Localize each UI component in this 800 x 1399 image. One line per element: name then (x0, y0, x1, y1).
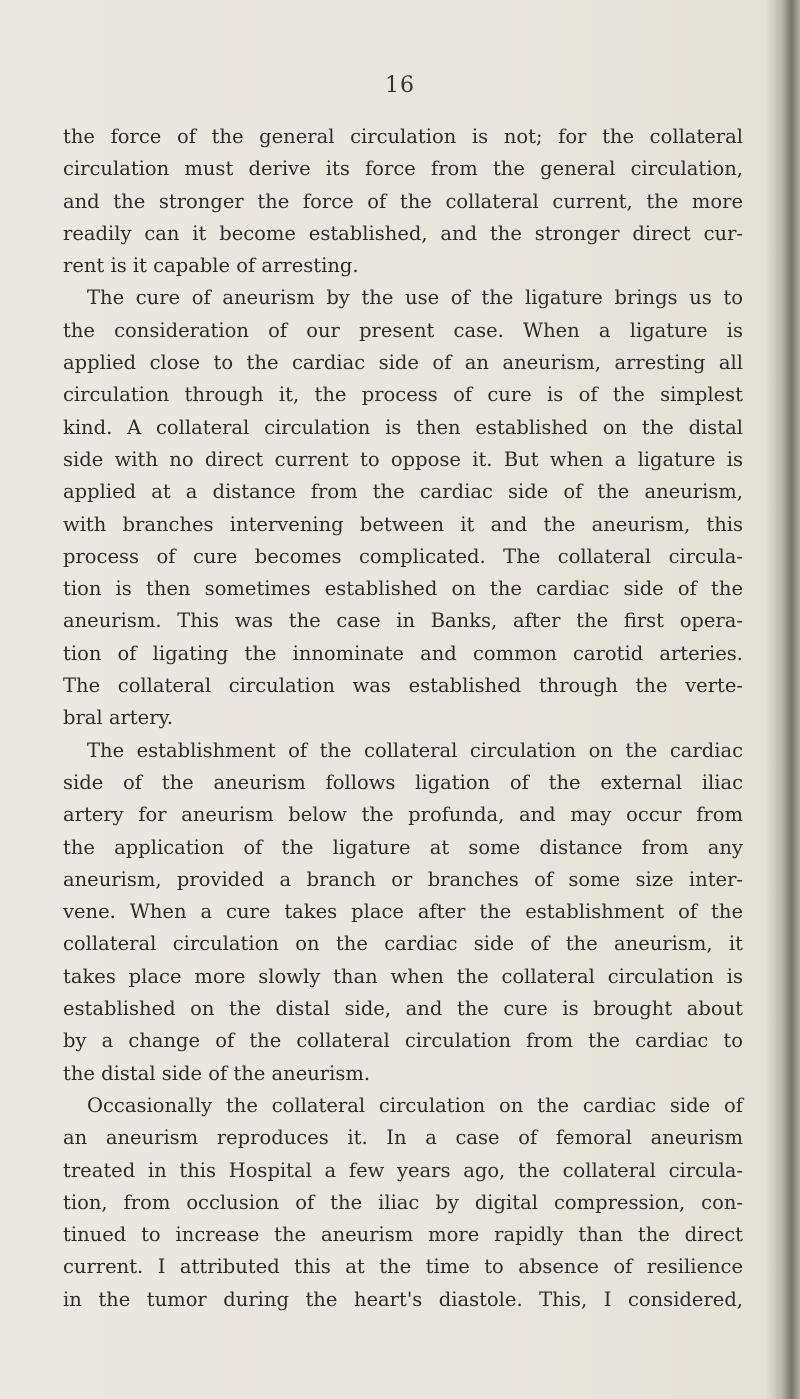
text-line: The establishment of the collateral circulation on the cardiac (87, 738, 743, 762)
text-line: vene. When a cure takes place after the establishment of the (63, 900, 743, 924)
text-line: with branches intervening between it and the aneurism, this (63, 512, 743, 536)
page-gutter-shadow (766, 0, 800, 1399)
text-line: established on the distal side, and the cure is brought about (63, 997, 743, 1021)
paragraph-4 (63, 1090, 743, 1316)
text-line: applied at a distance from the cardiac side of the aneurism, (63, 480, 743, 504)
text-line: tion, from occlusion of the iliac by digital compression, con- (63, 1190, 743, 1214)
text-line: side with no direct current to oppose it. But when a ligature is (63, 447, 743, 471)
text-line: an aneurism reproduces it. In a case of femoral aneurism (63, 1126, 743, 1150)
paragraph-3 (63, 735, 743, 1090)
text-line: rent is it capable of arresting. (63, 254, 359, 278)
text-line: current. I attributed this at the time to absence of resilience (63, 1255, 743, 1279)
text-line: tinued to increase the aneurism more rapidly than the direct (63, 1223, 743, 1247)
text-line: Occasionally the collateral circulation on the cardiac side of (87, 1093, 743, 1117)
text-line: the application of the ligature at some distance from any (63, 835, 743, 859)
text-line: and the stronger the force of the collateral current, the more (63, 189, 743, 213)
text-line: artery for aneurism below the profunda, and may occur from (63, 803, 743, 827)
text-line: by a change of the collateral circulation from the cardiac to (63, 1029, 743, 1053)
paragraph-1 (63, 121, 743, 282)
text-line: treated in this Hospital a few years ago, the collateral circula- (63, 1158, 743, 1182)
text-line: circulation must derive its force from the general circulation, (63, 157, 743, 181)
paragraph-2 (63, 282, 743, 734)
text-line: the distal side of the aneurism. (63, 1061, 371, 1085)
text-line: in the tumor during the heart's diastole. This, I considered, (63, 1287, 743, 1311)
text-line: readily can it become established, and the stronger direct cur- (63, 221, 743, 245)
text-line: side of the aneurism follows ligation of the external iliac (63, 770, 743, 794)
text-line: The cure of aneurism by the use of the ligature brings us to (87, 286, 743, 310)
text-line: aneurism, provided a branch or branches of some size inter- (63, 867, 743, 891)
text-line: the force of the general circulation is not; for the collateral (63, 125, 743, 148)
text-line: collateral circulation on the cardiac side of the aneurism, it (63, 932, 743, 956)
text-line: process of cure becomes complicated. The collateral circula- (63, 544, 743, 568)
text-line: takes place more slowly than when the collateral circulation is (63, 964, 743, 988)
page-number: 16 (385, 73, 415, 98)
text-line: circulation through it, the process of cure is of the simplest (63, 383, 743, 407)
text-line: The collateral circulation was established through the verte- (63, 674, 743, 698)
text-line: tion of ligating the innominate and common carotid arteries. (63, 641, 743, 665)
text-line: kind. A collateral circulation is then established on the distal (63, 415, 743, 439)
text-line: the consideration of our present case. When a ligature is (63, 318, 743, 342)
text-line: bral artery. (63, 706, 174, 730)
text-line: tion is then sometimes established on the cardiac side of the (63, 577, 743, 601)
text-line: aneurism. This was the case in Banks, after the first opera- (63, 609, 743, 633)
text-line: applied close to the cardiac side of an aneurism, arresting all (63, 351, 743, 375)
body-text (63, 121, 743, 1316)
